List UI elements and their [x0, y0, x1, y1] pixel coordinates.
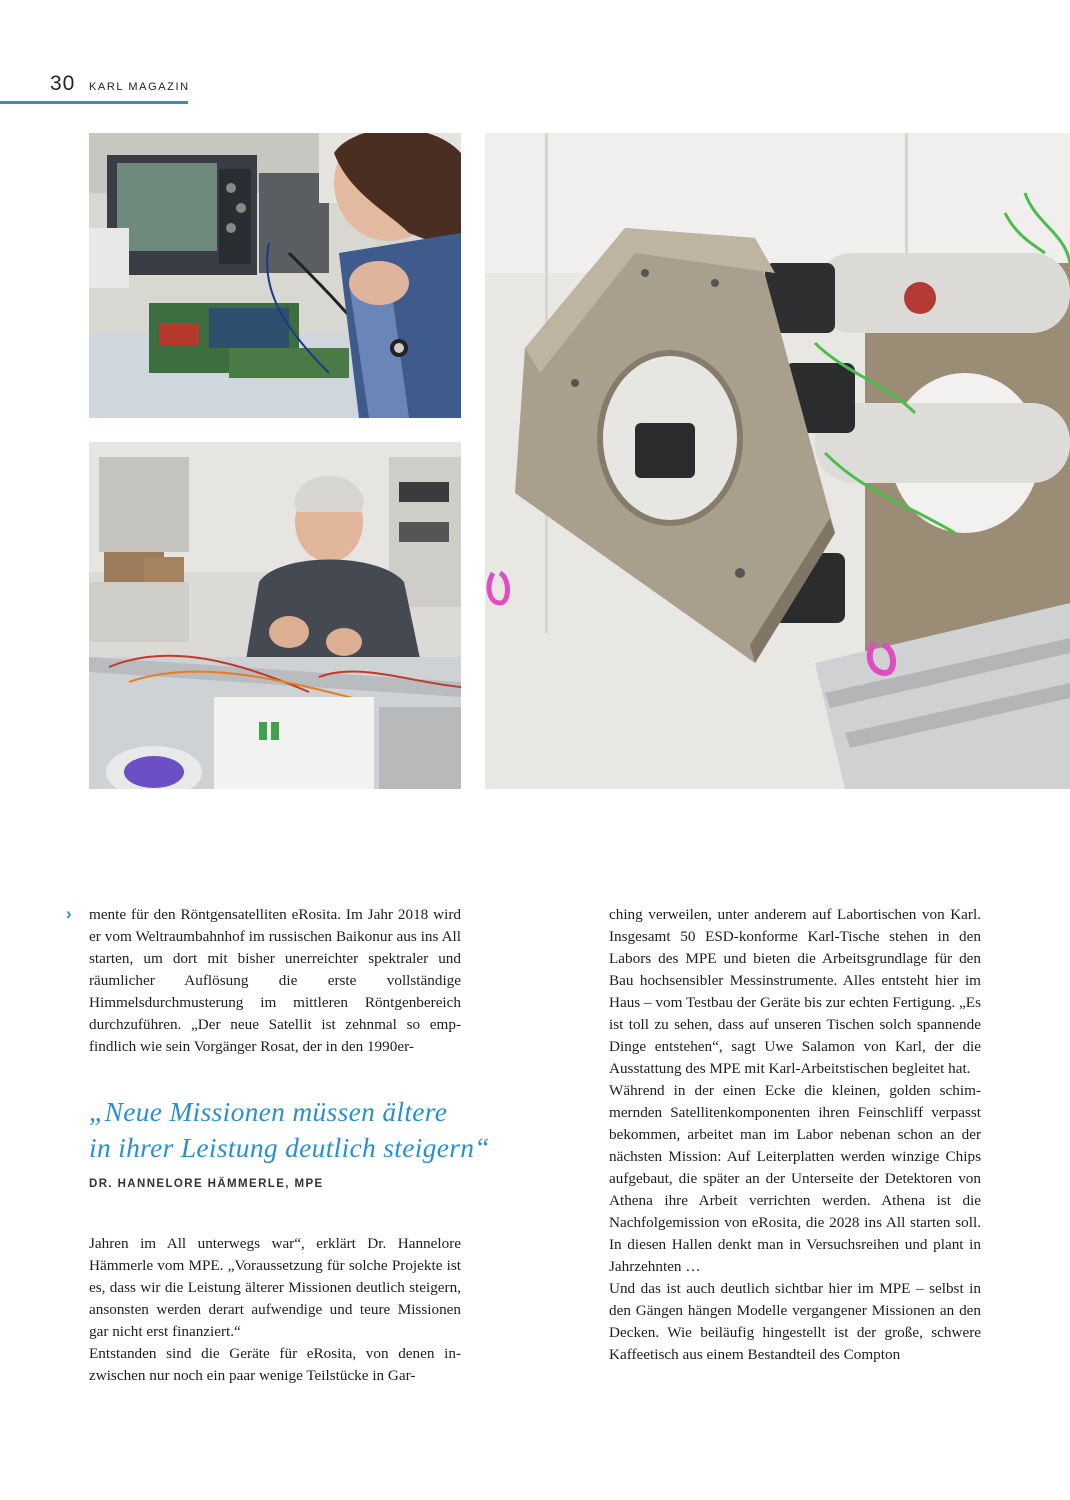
article-paragraph: Jahren im All unterwegs war“, erklärt Dr. Hannelore Hämmerle vom MPE. „Voraussetzung für solche Projekte ist es, dass wir die Leistung älterer Missionen deutlich steigern, ansonsten werden derart aufwendige und teure Missionen gar nicht erst finanziert.“ [89, 1235, 461, 1340]
photo-lab-man-wiring [89, 442, 461, 789]
page-number: 30 [50, 72, 76, 95]
photo-lab-woman-soldering [89, 133, 461, 418]
pull-quote-line-2: in ihrer Leistung deutlich steigern“ [89, 1132, 490, 1163]
pull-quote [89, 1094, 529, 1166]
magazine-title: KARL MAGAZIN [89, 81, 190, 93]
article-paragraph: Und das ist auch deutlich sichtbar hier im MPE – selbst in den Gängen hängen Modelle vergangener Missionen an den Decken. Wie beiläufig hingestellt ist der große, schwere Kaffeetisch aus einem Bestandteil des Compton [609, 1280, 981, 1363]
article-column-1-top [89, 904, 461, 1058]
article-paragraph: mente für den Röntgensatelliten eRosita. Im Jahr 2018 wird er vom Weltraumbahnhof im russischen Baikonur aus ins All starten, um dort mit bisher unerreichter spektraler und räumlicher Auflösung die erste vollständige Himmelsdurchmusterung im mittleren Röntgenbereich durchzuführen. „Der neue Satellit ist zehnmal so empfindlich wie sein Vorgänger Rosat, der in den 1990er- [89, 906, 461, 1055]
header-rule [0, 101, 188, 104]
pull-quote-author: DR. HANNELORE HÄMMERLE, MPE [89, 1178, 324, 1190]
article-column-2 [609, 904, 981, 1366]
chevron-right-icon: › [66, 904, 72, 923]
photo-satellite-component [485, 133, 1070, 789]
pull-quote-line-1: „Neue Missionen müssen ältere [89, 1096, 448, 1127]
article-paragraph: Während in der einen Ecke die kleinen, golden schimmernden Satellitenkomponenten ihren Feinschliff verpasst bekommen, arbeitet man im Labor nebenan schon an der nächsten Mission: Auf Leiterplatten werden winzige Chips aufgebaut, die später an der Unterseite der Detektoren von Athena ihre Arbeit verrichten werden. Athena ist die Nachfolgemission von eRosita, die 2028 ins All starten soll. In diesen Hallen denkt man in Versuchsreihen und plant in Jahrzehnten … [609, 1082, 981, 1275]
article-paragraph: ching verweilen, unter anderem auf Labortischen von Karl. Insgesamt 50 ESD-konforme Karl-Tische stehen in den Labors des MPE und bieten die Arbeitsgrundlage für den Bau hochsensibler Messinstrumente. Alles entsteht hier im Haus – vom Testbau der Geräte bis zur echten Fertigung. „Es ist toll zu sehen, dass auf unseren Tischen solch spannende Dinge entstehen“, sagt Uwe Salamon von Karl, der die Ausstattung des MPE mit Karl-Arbeitstischen begleitet hat. [609, 906, 981, 1077]
article-column-1-bottom [89, 1233, 461, 1387]
article-paragraph: Entstanden sind die Geräte für eRosita, von denen inzwischen nur noch ein paar wenige Teilstücke in Gar- [89, 1345, 461, 1384]
page-header [0, 70, 190, 104]
